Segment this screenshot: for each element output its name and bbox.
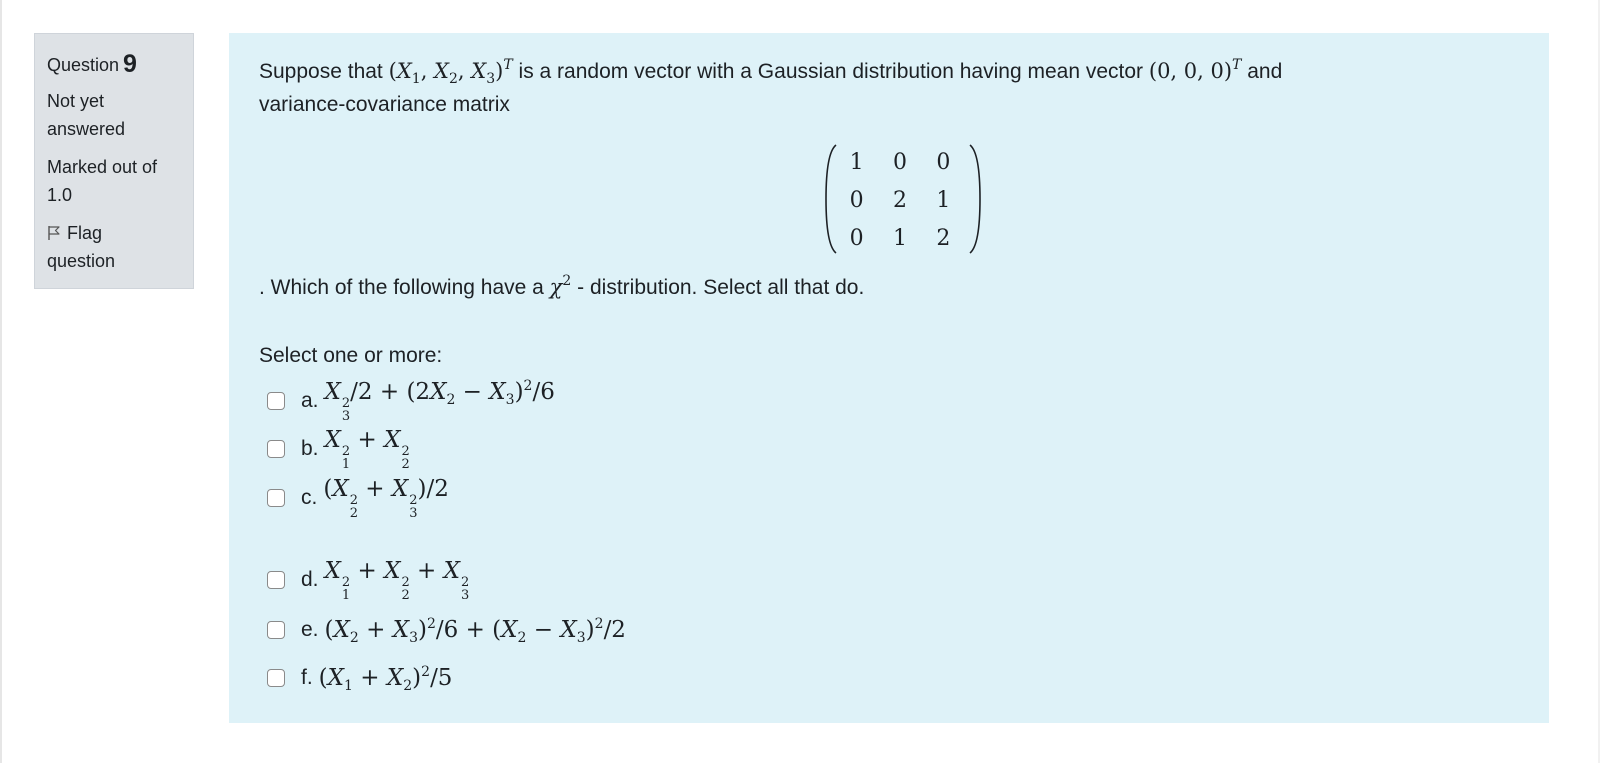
- option-expression: X 2 1 + X 2 2 + X 2 3: [324, 558, 470, 603]
- lead-text-2: - distribution. Select all that do.: [577, 276, 865, 299]
- option-c[interactable]: [267, 476, 449, 521]
- option-label: c.: [301, 486, 318, 509]
- option-expression: (X 2 2 + X 2 3 )/2: [323, 476, 449, 521]
- option-label: b.: [301, 437, 319, 460]
- question-text-part-3: and: [1247, 60, 1283, 83]
- question-info-panel: [34, 33, 194, 289]
- chi-symbol: χ: [549, 275, 563, 299]
- covariance-matrix: [825, 143, 965, 255]
- option-expression: $(X_2 + X_3)^2/6 + (X_2 - X_3)^2/2$: [324, 616, 626, 646]
- flag-question-link[interactable]: [47, 219, 181, 275]
- matrix-cell: 2: [936, 225, 951, 251]
- option-label: e.: [301, 618, 319, 641]
- option-f[interactable]: [267, 661, 452, 695]
- question-text: [259, 55, 1519, 121]
- option-expression: X 2 1 + X 2 2: [324, 427, 410, 472]
- question-label: Question: [47, 55, 120, 75]
- option-expression: X 2 3 $/2 + (2X_2 - X_3)^2/6$: [324, 378, 555, 424]
- math-random-vector: ($X_1$, $X_2$, $X_3)^T$: [388, 57, 513, 87]
- question-state: [47, 87, 181, 143]
- question-text-part-4: variance-covariance matrix: [259, 93, 510, 116]
- option-f-checkbox[interactable]: [267, 669, 285, 687]
- state-line-2: answered: [47, 119, 126, 139]
- matrix-cell: 0: [936, 149, 951, 175]
- option-label: d.: [301, 568, 319, 591]
- matrix-cell: 1: [892, 225, 907, 251]
- option-expression: $(X_1 + X_2)^2/5$: [318, 664, 453, 694]
- option-b-checkbox[interactable]: [267, 440, 285, 458]
- option-label: a.: [301, 389, 319, 412]
- question-lead: [259, 275, 864, 300]
- option-label: f.: [301, 666, 313, 689]
- option-d[interactable]: [267, 558, 470, 603]
- grade-line-1: Marked out of: [47, 157, 158, 177]
- option-e-checkbox[interactable]: [267, 621, 285, 639]
- state-line-1: Not yet: [47, 91, 105, 111]
- question-content: [229, 33, 1549, 723]
- option-c-checkbox[interactable]: [267, 489, 285, 507]
- option-a-checkbox[interactable]: [267, 392, 285, 410]
- question-text-part-1: Suppose that: [259, 60, 383, 83]
- option-e[interactable]: [267, 613, 626, 647]
- math-mean-vector: (0, 0, 0)$^T$: [1148, 57, 1242, 83]
- grade-line-2: 1.0: [47, 185, 73, 205]
- option-a[interactable]: [267, 378, 555, 424]
- flag-line-1: Flag: [67, 223, 103, 243]
- matrix-cell: 0: [892, 149, 907, 175]
- matrix-cell: 1: [849, 149, 864, 175]
- question-number: [47, 50, 181, 79]
- question-grade: [47, 153, 181, 209]
- lead-text-1: . Which of the following have a: [259, 276, 544, 299]
- option-b[interactable]: [267, 427, 410, 472]
- chi-exponent: 2: [562, 273, 572, 289]
- matrix-table: [835, 143, 965, 257]
- matrix-cell: 1: [936, 187, 951, 213]
- select-prompt: Select one or more:: [259, 344, 443, 367]
- matrix-cell: 0: [849, 225, 864, 251]
- flag-icon: [47, 225, 61, 241]
- question-text-part-2: is a random vector with a Gaussian distribution having mean vector: [518, 60, 1144, 83]
- matrix-right-paren: [969, 143, 981, 255]
- question-number-value: 9: [123, 50, 137, 78]
- flag-line-2: question: [47, 251, 116, 271]
- matrix-cell: 0: [849, 187, 864, 213]
- option-d-checkbox[interactable]: [267, 571, 285, 589]
- matrix-cell: 2: [892, 187, 907, 213]
- page-left-edge: [0, 0, 2, 763]
